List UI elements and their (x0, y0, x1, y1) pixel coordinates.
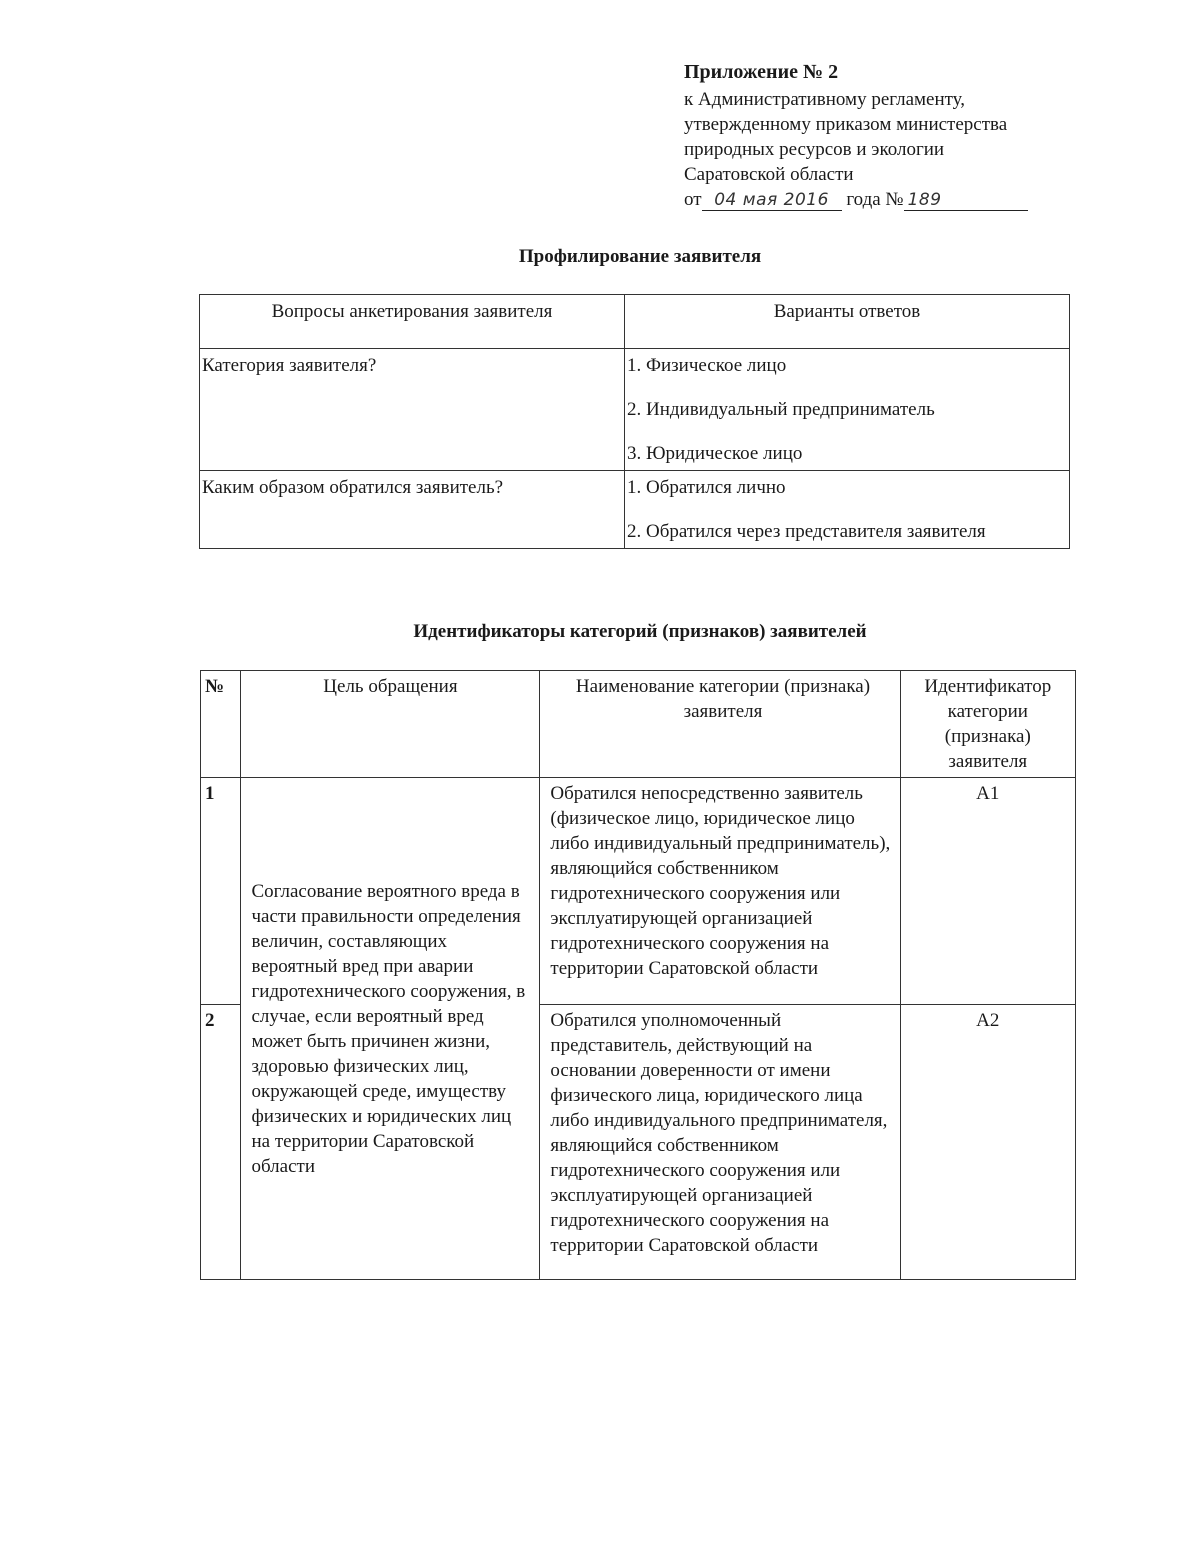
goal-cell: Согласование вероятного вреда в части правильности определения величин, составляющих вероятный вред при аварии гидротехнического сооружения, в случае, если вероятный вред может быть причинен жизни, здоровью физических лиц, окружающей среде, имуществу физических и юридических лиц на территории Саратовской области (241, 778, 540, 1280)
handwritten-date: 04 мая 2016 (702, 190, 842, 211)
answer-option: 1. Обратился лично (626, 477, 786, 498)
category-cell: Обратился непосредственно заявитель (физическое лицо, юридическое лицо либо индивидуальный предприниматель), являющийся собственником гидротехнического сооружения или эксплуатирующей организацией гидротехнического сооружения на территории Саратовской области (540, 778, 900, 1005)
table-row (200, 471, 1070, 549)
table-header-row (201, 671, 1076, 778)
profiling-title: Профилирование заявителя (518, 246, 762, 267)
annex-line: утвержденному приказом министерства (684, 114, 1008, 135)
profiling-table (199, 294, 1070, 549)
row-number: 2 (201, 1005, 241, 1280)
date-suffix: года № (846, 189, 904, 210)
identifier-cell: А1 (900, 778, 1075, 1005)
annex-line: Саратовской области (684, 164, 854, 185)
annex-line: к Административному регламенту, (684, 89, 966, 110)
header-number: № (201, 671, 241, 778)
category-cell: Обратился уполномоченный представитель, действующий на основании доверенности от имени физического лица, юридического лица либо индивидуального предпринимателя, являющийся собственником гидротехнического сооружения или эксплуатирующей организацией гидротехнического сооружения на территории Саратовской области (540, 1005, 900, 1280)
header-category: Наименование категории (признака) заявителя (540, 671, 900, 778)
header-questions: Вопросы анкетирования заявителя (200, 295, 625, 349)
identifiers-title: Идентификаторы категорий (признаков) заявителей (413, 621, 867, 642)
date-prefix: от (684, 189, 702, 210)
identifiers-table (200, 670, 1076, 1280)
annex-date-line (684, 187, 1104, 212)
row-number: 1 (201, 778, 241, 1005)
identifier-cell: А2 (900, 1005, 1075, 1280)
table-row (200, 349, 1070, 471)
question-cell: Каким образом обратился заявитель? (200, 471, 625, 549)
answers-cell (624, 349, 1069, 471)
answer-option: 2. Индивидуальный предприниматель (626, 399, 935, 420)
header-goal: Цель обращения (241, 671, 540, 778)
question-cell: Категория заявителя? (200, 349, 625, 471)
header-answers: Варианты ответов (624, 295, 1069, 349)
table-header-row (200, 295, 1070, 349)
annex-line: природных ресурсов и экологии (684, 139, 945, 160)
annex-block (684, 60, 1104, 212)
handwritten-number: 189 (904, 190, 1028, 211)
header-identifier: Идентификатор категории (признака) заявителя (900, 671, 1075, 778)
answer-option: 1. Физическое лицо (626, 355, 787, 376)
answer-option: 2. Обратился через представителя заявителя (626, 521, 986, 542)
answer-option: 3. Юридическое лицо (626, 443, 803, 464)
answers-cell (624, 471, 1069, 549)
table-row (201, 778, 1076, 1005)
annex-heading: Приложение № 2 (684, 61, 839, 83)
